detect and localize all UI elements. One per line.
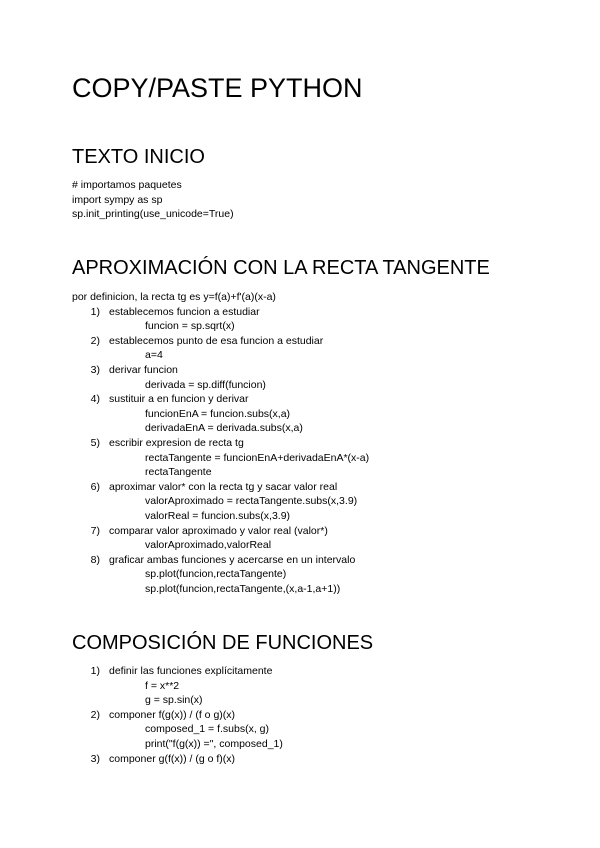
step-code-line: rectaTangente [145,466,212,479]
step-code-line: derivada = sp.diff(funcion) [145,378,266,391]
step-code-line: funcion = sp.sqrt(x) [145,320,235,333]
step-code-line: sp.plot(funcion,rectaTangente,(x,a-1,a+1)) [145,583,341,595]
step-text: aproximar valor* con la recta tg y sacar valor real [109,480,338,493]
step-code-line: sp.plot(funcion,rectaTangente) [145,568,287,581]
step-number: 6) [90,480,100,493]
page-title: COPY/PASTE PYTHON [72,73,363,103]
step-text: sustituir a en funcion y derivar [109,393,249,406]
step-text: graficar ambas funciones y acercarse en un intervalo [109,553,356,566]
step-code-line: g = sp.sin(x) [145,694,203,707]
step-text: establecemos funcion a estudiar [109,305,260,318]
step-text: componer g(f(x)) / (g o f)(x) [109,752,236,765]
step-code-line: composed_1 = f.subs(x, g) [145,723,270,736]
step-number: 8) [90,553,100,566]
code-line: import sympy as sp [72,193,163,206]
step-number: 5) [90,437,100,449]
step-code-line: funcionEnA = funcion.subs(x,a) [145,407,291,420]
step-code-line: valorReal = funcion.subs(x,3.9) [145,510,291,522]
step-code-line: derivadaEnA = derivada.subs(x,a) [145,422,303,435]
step-text: comparar valor aproximado y valor real (valor*) [109,524,328,537]
step-code-line: valorAproximado = rectaTangente.subs(x,3.9) [145,495,358,508]
step-number: 2) [90,334,100,347]
step-code-line: print("f(g(x)) =", composed_1) [145,738,283,750]
step-number: 3) [90,364,100,376]
step-number: 1) [90,665,100,677]
intro-text: por definicion, la recta tg es y=f(a)+f'(a)(x-a) [72,291,276,303]
section-heading-recta-tangente: APROXIMACIÓN CON LA RECTA TANGENTE [72,257,490,279]
step-text: escribir expresion de recta tg [109,437,244,449]
section-heading-composicion: COMPOSICIÓN DE FUNCIONES [72,632,374,654]
step-code-line: a=4 [145,349,163,362]
step-text: componer f(g(x)) / (f o g)(x) [109,708,236,721]
step-code-line: f = x**2 [145,679,180,692]
step-text: derivar funcion [109,364,178,376]
code-line: # importamos paquetes [72,179,182,191]
code-line: sp.init_printing(use_unicode=True) [72,208,234,221]
step-text: definir las funciones explícitamente [109,665,273,677]
step-number: 2) [90,708,100,721]
step-text: establecemos punto de esa funcion a estudiar [109,334,324,347]
step-code-line: valorAproximado,valorReal [145,539,272,552]
step-number: 4) [90,393,100,406]
step-number: 3) [90,752,100,765]
step-number: 1) [90,305,100,318]
step-code-line: rectaTangente = funcionEnA+derivadaEnA*(x-a) [145,451,370,464]
step-number: 7) [90,524,100,537]
section-heading-texto-inicio: TEXTO INICIO [72,146,205,168]
